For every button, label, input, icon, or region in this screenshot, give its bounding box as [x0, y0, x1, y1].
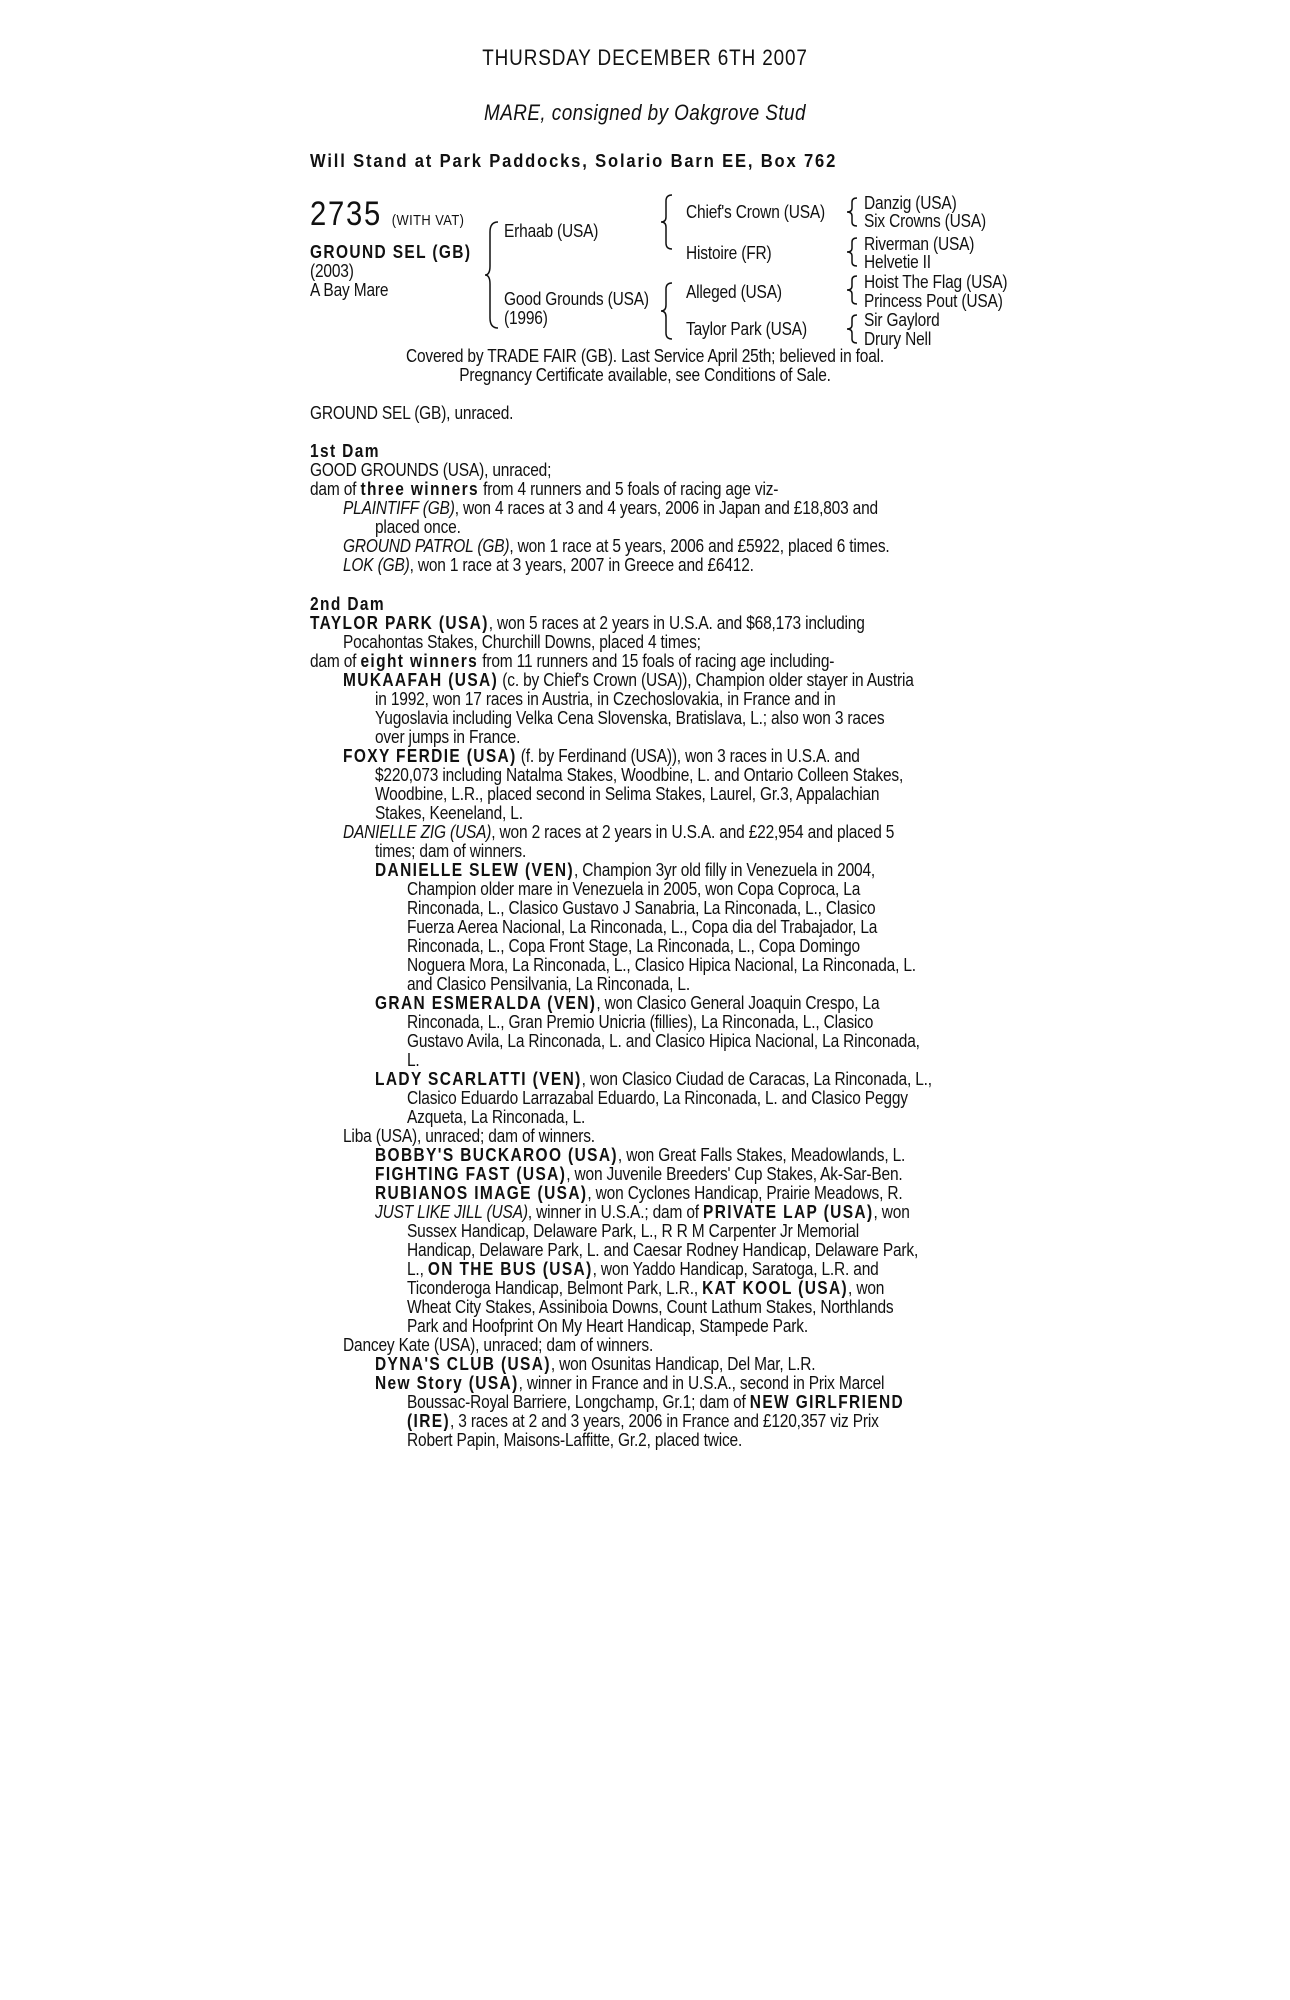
horse-name: (IRE): [407, 1411, 450, 1431]
text: , won Great Falls Stakes, Meadowlands, L.: [617, 1145, 906, 1165]
text: , won: [873, 1202, 910, 1222]
produce-record-line: [407, 1050, 420, 1070]
winners-count: eight winners: [360, 651, 479, 671]
produce-record-line: [375, 1164, 903, 1184]
produce-record-line: [343, 1126, 595, 1146]
text: Noguera Mora, La Rinconada, L., Clasico Hipica Nacional, La Rinconada, L.: [407, 955, 916, 975]
text: Clasico Eduardo Larrazabal Eduardo, La Rinconada, L. and Clasico Peggy: [407, 1088, 908, 1108]
produce-record-line: [375, 1373, 884, 1393]
horse-name: DANIELLE SLEW (VEN): [375, 860, 575, 880]
produce-record-line: [375, 727, 520, 747]
produce-record-line: [407, 1278, 884, 1298]
produce-record-line: [343, 1335, 653, 1355]
text: over jumps in France.: [375, 727, 521, 747]
first-dam-produce-summary: [310, 479, 778, 499]
pedigree-ggp: Hoist The Flag (USA): [864, 272, 1008, 292]
text: , won 5 races at 2 years in U.S.A. and $68,173 including: [488, 613, 865, 633]
text: Gustavo Avila, La Rinconada, L. and Clasico Hipica Nacional, La Rinconada,: [407, 1031, 920, 1051]
horse-name: DANIELLE ZIG (USA): [343, 822, 492, 842]
produce-record-line: [407, 974, 690, 994]
pedigree-granddam-2: Taylor Park (USA): [686, 319, 807, 339]
pedigree-brace-sire-line: [660, 193, 676, 251]
pedigree-dam: Good Grounds (USA): [504, 289, 649, 309]
horse-name: NEW GIRLFRIEND: [749, 1392, 905, 1412]
produce-record-line: [375, 1183, 903, 1203]
horse-name: MUKAAFAH (USA): [343, 670, 499, 690]
pedigree-grandsire-1: Chief's Crown (USA): [686, 202, 826, 222]
text: , winner in France and in U.S.A., second in Prix Marcel: [518, 1373, 885, 1393]
horse-name: LADY SCARLATTI (VEN): [375, 1069, 582, 1089]
text: from 4 runners and 5 foals of racing age viz-: [483, 479, 779, 499]
text: , 3 races at 2 and 3 years, 2006 in France and £120,357 viz Prix: [450, 1411, 879, 1431]
text: , won Cyclones Handicap, Prairie Meadows, R.: [587, 1183, 903, 1203]
text: (f. by Ferdinand (USA)), won 3 races in U.S.A. and: [516, 746, 860, 766]
horse-name: JUST LIKE JILL (USA): [375, 1202, 528, 1222]
pedigree-grandsire-2: Alleged (USA): [686, 282, 782, 302]
second-dam-heading: 2nd Dam: [310, 594, 386, 614]
stand-location: Will Stand at Park Paddocks, Solario Barn EE, Box 762: [310, 151, 838, 171]
text: Wheat City Stakes, Assiniboia Downs, Count Lathum Stakes, Northlands: [407, 1297, 894, 1317]
horse-name: KAT KOOL (USA): [702, 1278, 849, 1298]
horse-name: PLAINTIFF (GB): [343, 498, 455, 518]
text: , won Juvenile Breeders' Cup Stakes, Ak-Sar-Ben.: [566, 1164, 903, 1184]
lot-summary: GROUND SEL (GB), unraced.: [310, 403, 514, 423]
text: , won 2 races at 2 years in U.S.A. and £22,954 and placed 5: [491, 822, 895, 842]
text: Ticonderoga Handicap, Belmont Park, L.R.,: [407, 1278, 703, 1298]
horse-name: TAYLOR PARK (USA): [310, 613, 489, 633]
text: , won 1 race at 5 years, 2006 and £5922, placed 6 times.: [509, 536, 890, 556]
sale-date: THURSDAY DECEMBER 6TH 2007: [482, 45, 808, 70]
pedigree-brace-g4: [846, 313, 860, 345]
produce-record-line: [375, 1145, 905, 1165]
produce-record-line: [375, 1354, 815, 1374]
produce-record-line: [375, 841, 526, 861]
pedigree-dam-year: (1996): [504, 308, 548, 328]
covered-note: Covered by TRADE FAIR (GB). Last Service April 25th; believed in foal.: [405, 346, 885, 366]
text: L.,: [407, 1259, 428, 1279]
text: Dancey Kate (USA), unraced; dam of winners.: [343, 1335, 654, 1355]
text: Rinconada, L., Copa Front Stage, La Rinconada, L., Copa Domingo: [407, 936, 860, 956]
produce-entry-cont: placed once.: [375, 517, 461, 537]
pedigree-brace-g2: [846, 236, 860, 268]
winners-count: three winners: [360, 479, 479, 499]
pedigree-ggp: Danzig (USA): [864, 193, 957, 213]
text: L.: [407, 1050, 420, 1070]
pedigree-brace-g1: [846, 196, 860, 228]
pedigree-granddam-1: Histoire (FR): [686, 243, 772, 263]
produce-entry: [343, 536, 890, 556]
text: Yugoslavia including Velka Cena Slovenska, Bratislava, L.; also won 3 races: [375, 708, 885, 728]
produce-record-line: [375, 860, 875, 880]
horse-name: GROUND PATROL (GB): [343, 536, 510, 556]
second-dam-line-cont: Pocahontas Stakes, Churchill Downs, placed 4 times;: [343, 632, 701, 652]
horse-name: ON THE BUS (USA): [427, 1259, 593, 1279]
text: Boussac-Royal Barriere, Longchamp, Gr.1; dam of: [407, 1392, 750, 1412]
produce-record-line: [407, 1411, 879, 1431]
horse-name: FIGHTING FAST (USA): [375, 1164, 567, 1184]
text: Rinconada, L., Clasico Gustavo J Sanabria, La Rinconada, L., Clasico: [407, 898, 876, 918]
first-dam-line: GOOD GROUNDS (USA), unraced;: [310, 460, 552, 480]
lot-description: A Bay Mare: [310, 280, 389, 300]
produce-record-line: [407, 898, 875, 918]
produce-record-line: [407, 1012, 873, 1032]
produce-record-line: [375, 708, 884, 728]
text: , won Clasico Ciudad de Caracas, La Rinconada, L.,: [581, 1069, 932, 1089]
text: Stakes, Keeneland, L.: [375, 803, 523, 823]
text: times; dam of winners.: [375, 841, 527, 861]
produce-record-line: [407, 936, 860, 956]
consignment-line: MARE, consigned by Oakgrove Stud: [484, 100, 806, 125]
produce-record-line: [375, 803, 523, 823]
second-dam-produce-summary: [310, 651, 834, 671]
horse-name: PRIVATE LAP (USA): [703, 1202, 874, 1222]
pedigree-ggp: Drury Nell: [864, 329, 932, 349]
produce-record-line: [343, 822, 894, 842]
pedigree-brace-g3: [846, 274, 860, 306]
text: , won 4 races at 3 and 4 years, 2006 in Japan and £18,803 and: [454, 498, 878, 518]
lot-number-value: 2735: [310, 195, 382, 233]
pedigree-ggp: Helvetie II: [864, 252, 931, 272]
text: in 1992, won 17 races in Austria, in Czechoslovakia, in France and in: [375, 689, 836, 709]
text: , won 1 race at 3 years, 2007 in Greece and £6412.: [409, 555, 754, 575]
horse-name: New Story (USA): [375, 1373, 519, 1393]
text: Fuerza Aerea Nacional, La Rinconada, L., Copa dia del Trabajador, La: [407, 917, 878, 937]
produce-record-line: [407, 955, 916, 975]
horse-name: LOK (GB): [343, 555, 410, 575]
horse-name: RUBIANOS IMAGE (USA): [375, 1183, 588, 1203]
produce-record-line: [375, 993, 879, 1013]
horse-name: GRAN ESMERALDA (VEN): [375, 993, 597, 1013]
produce-record-line: [343, 746, 860, 766]
second-dam-line: [310, 613, 865, 633]
produce-record-line: [407, 1240, 918, 1260]
pedigree-ggp: Sir Gaylord: [864, 310, 940, 330]
produce-record-line: [407, 1221, 859, 1241]
text: , winner in U.S.A.; dam of: [527, 1202, 704, 1222]
horse-name: BOBBY'S BUCKAROO (USA): [375, 1145, 618, 1165]
pedigree-brace-dam-line: [660, 281, 676, 341]
text: , won Yaddo Handicap, Saratoga, L.R. and: [592, 1259, 879, 1279]
pedigree-ggp: Princess Pout (USA): [864, 291, 1003, 311]
text: $220,073 including Natalma Stakes, Woodbine, L. and Ontario Colleen Stakes,: [375, 765, 904, 785]
text: Rinconada, L., Gran Premio Unicria (fillies), La Rinconada, L., Clasico: [407, 1012, 874, 1032]
text: dam of: [310, 479, 357, 499]
produce-record-line: [375, 765, 903, 785]
text: and Clasico Pensilvania, La Rinconada, L.: [407, 974, 690, 994]
produce-record-line: [407, 1316, 808, 1336]
lot-name: GROUND SEL (GB): [310, 242, 472, 262]
produce-record-line: [375, 1069, 932, 1089]
text: Azqueta, La Rinconada, L.: [407, 1107, 586, 1127]
pedigree-sire: Erhaab (USA): [504, 221, 599, 241]
pedigree-brace-parents: [484, 220, 504, 330]
produce-entry: [343, 555, 754, 575]
horse-name: FOXY FERDIE (USA): [343, 746, 517, 766]
text: Champion older mare in Venezuela in 2005, won Copa Coproca, La: [407, 879, 861, 899]
produce-record-line: [407, 1297, 893, 1317]
text: Woodbine, L.R., placed second in Selima Stakes, Laurel, Gr.3, Appalachian: [375, 784, 880, 804]
produce-entry: [343, 498, 878, 518]
pregnancy-note: Pregnancy Certificate available, see Conditions of Sale.: [459, 365, 831, 385]
produce-record-line: [407, 1392, 904, 1412]
produce-record-line: [407, 1430, 742, 1450]
produce-record-line: [375, 689, 836, 709]
text: Robert Papin, Maisons-Laffitte, Gr.2, placed twice.: [407, 1430, 743, 1450]
produce-record-line: [375, 1202, 910, 1222]
produce-record-line: [375, 784, 879, 804]
produce-record-line: [407, 1088, 908, 1108]
produce-record-line: [407, 1107, 585, 1127]
text: (c. by Chief's Crown (USA)), Champion older stayer in Austria: [498, 670, 914, 690]
text: Liba (USA), unraced; dam of winners.: [343, 1126, 595, 1146]
produce-record-line: [407, 1031, 920, 1051]
lot-year: (2003): [310, 261, 354, 281]
text: , won Osunitas Handicap, Del Mar, L.R.: [550, 1354, 816, 1374]
produce-record-line: [343, 670, 914, 690]
text: , Champion 3yr old filly in Venezuela in 2004,: [574, 860, 876, 880]
text: , won Clasico General Joaquin Crespo, La: [596, 993, 880, 1013]
text: from 11 runners and 15 foals of racing age including-: [482, 651, 835, 671]
text: , won: [848, 1278, 885, 1298]
produce-record-line: [407, 917, 877, 937]
text: Park and Hoofprint On My Heart Handicap, Stampede Park.: [407, 1316, 808, 1336]
produce-record-line: [407, 1259, 879, 1279]
lot-number: [310, 196, 464, 239]
first-dam-heading: 1st Dam: [310, 441, 380, 461]
vat-note: (WITH VAT): [391, 212, 465, 229]
text: dam of: [310, 651, 357, 671]
pedigree-ggp: Six Crowns (USA): [864, 211, 986, 231]
produce-record-line: [407, 879, 860, 899]
horse-name: DYNA'S CLUB (USA): [375, 1354, 551, 1374]
text: Sussex Handicap, Delaware Park, L., R R M Carpenter Jr Memorial: [407, 1221, 860, 1241]
pedigree-ggp: Riverman (USA): [864, 234, 975, 254]
text: Handicap, Delaware Park, L. and Caesar Rodney Handicap, Delaware Park,: [407, 1240, 919, 1260]
